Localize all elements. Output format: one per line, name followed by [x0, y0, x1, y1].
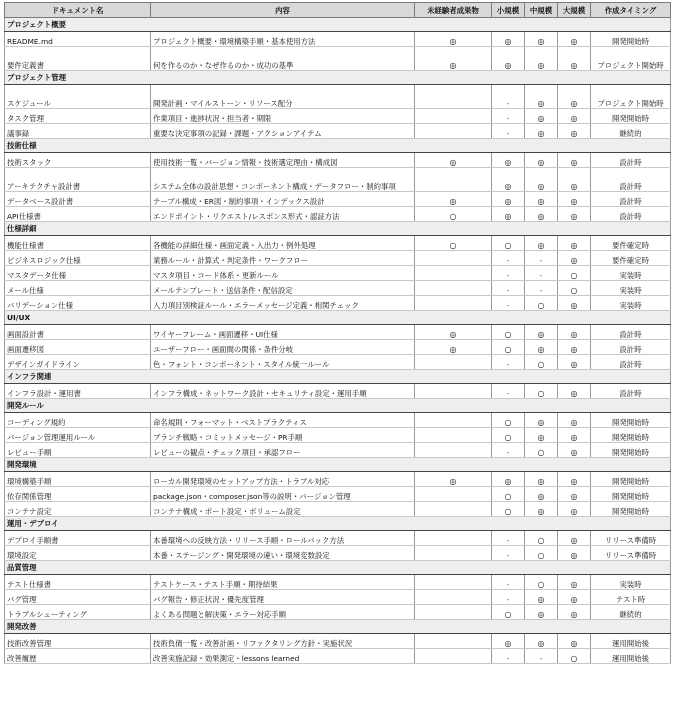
- inexperienced-mark-cell: [415, 85, 492, 109]
- table-row: [5, 634, 671, 649]
- table-row: [5, 413, 671, 428]
- document-name-cell: アーキテクチャ設計書: [5, 168, 151, 192]
- table-row: [5, 85, 671, 109]
- medium-scale-mark-cell: ◎: [525, 85, 558, 109]
- table-row: [5, 207, 671, 222]
- timing-cell: テスト時: [591, 590, 671, 605]
- large-scale-mark-cell: ◎: [558, 85, 591, 109]
- content-cell: テストケース・テスト手順・期待結果: [151, 575, 415, 590]
- section-title: プロジェクト管理: [5, 71, 671, 85]
- table-row: [5, 192, 671, 207]
- content-cell: よくある問題と解決策・エラー対応手順: [151, 605, 415, 620]
- document-name-cell: ビジネスロジック仕様: [5, 251, 151, 266]
- document-name-cell: 要件定義書: [5, 47, 151, 71]
- table-row: [5, 281, 671, 296]
- table-row: [5, 531, 671, 546]
- inexperienced-mark-cell: [415, 124, 492, 139]
- table-row: [5, 296, 671, 311]
- small-scale-mark-cell: -: [492, 109, 525, 124]
- header-creation-timing: 作成タイミング: [591, 3, 671, 18]
- section-row: [5, 139, 671, 153]
- inexperienced-mark-cell: ◎: [415, 153, 492, 168]
- inexperienced-mark-cell: [415, 443, 492, 458]
- large-scale-mark-cell: ◎: [558, 546, 591, 561]
- medium-scale-mark-cell: ○: [525, 355, 558, 370]
- content-cell: 作業項目・進捗状況・担当者・期限: [151, 109, 415, 124]
- content-cell: ローカル開発環境のセットアップ方法・トラブル対応: [151, 472, 415, 487]
- table-row: [5, 236, 671, 251]
- table-row: [5, 251, 671, 266]
- large-scale-mark-cell: ◎: [558, 168, 591, 192]
- medium-scale-mark-cell: ◎: [525, 428, 558, 443]
- large-scale-mark-cell: ◎: [558, 531, 591, 546]
- section-row: [5, 311, 671, 325]
- section-row: [5, 517, 671, 531]
- medium-scale-mark-cell: ◎: [525, 124, 558, 139]
- content-cell: マスタ項目・コード体系・更新ルール: [151, 266, 415, 281]
- document-name-cell: デザインガイドライン: [5, 355, 151, 370]
- medium-scale-mark-cell: -: [525, 251, 558, 266]
- section-title: インフラ関連: [5, 370, 671, 384]
- medium-scale-mark-cell: ◎: [525, 590, 558, 605]
- small-scale-mark-cell: -: [492, 546, 525, 561]
- section-title: 技術仕様: [5, 139, 671, 153]
- content-cell: 本番・ステージング・開発環境の違い・環境変数設定: [151, 546, 415, 561]
- header-content: 内容: [151, 3, 415, 18]
- medium-scale-mark-cell: ◎: [525, 605, 558, 620]
- content-cell: システム全体の設計思想・コンポーネント構成・データフロー・制約事項: [151, 168, 415, 192]
- timing-cell: 開発開始時: [591, 413, 671, 428]
- inexperienced-mark-cell: [415, 109, 492, 124]
- content-cell: メールテンプレート・送信条件・配信設定: [151, 281, 415, 296]
- timing-cell: 実装時: [591, 266, 671, 281]
- timing-cell: 開発開始時: [591, 443, 671, 458]
- inexperienced-mark-cell: [415, 546, 492, 561]
- document-name-cell: README.md: [5, 32, 151, 47]
- timing-cell: 設計時: [591, 192, 671, 207]
- large-scale-mark-cell: ◎: [558, 487, 591, 502]
- large-scale-mark-cell: ◎: [558, 325, 591, 340]
- large-scale-mark-cell: ◎: [558, 605, 591, 620]
- large-scale-mark-cell: ◎: [558, 502, 591, 517]
- document-name-cell: 改善履歴: [5, 649, 151, 664]
- content-cell: エンドポイント・リクエスト/レスポンス形式・認証方法: [151, 207, 415, 222]
- small-scale-mark-cell: -: [492, 266, 525, 281]
- medium-scale-mark-cell: ◎: [525, 325, 558, 340]
- content-cell: ブランチ戦略・コミットメッセージ・PR手順: [151, 428, 415, 443]
- large-scale-mark-cell: ◎: [558, 634, 591, 649]
- table-row: [5, 47, 671, 71]
- inexperienced-mark-cell: [415, 296, 492, 311]
- inexperienced-mark-cell: ◎: [415, 472, 492, 487]
- small-scale-mark-cell: ○: [492, 413, 525, 428]
- table-row: [5, 32, 671, 47]
- content-cell: 開発計画・マイルストーン・リソース配分: [151, 85, 415, 109]
- small-scale-mark-cell: ◎: [492, 192, 525, 207]
- timing-cell: プロジェクト開始時: [591, 85, 671, 109]
- timing-cell: 設計時: [591, 325, 671, 340]
- document-name-cell: 環境構築手順: [5, 472, 151, 487]
- document-name-cell: バージョン管理運用ルール: [5, 428, 151, 443]
- small-scale-mark-cell: -: [492, 575, 525, 590]
- table-row: [5, 502, 671, 517]
- timing-cell: 設計時: [591, 207, 671, 222]
- document-name-cell: 機能仕様書: [5, 236, 151, 251]
- content-cell: テーブル構成・ER図・制約事項・インデックス設計: [151, 192, 415, 207]
- inexperienced-mark-cell: [415, 575, 492, 590]
- document-matrix-table: [4, 2, 671, 664]
- section-title: 開発環境: [5, 458, 671, 472]
- timing-cell: 開発開始時: [591, 487, 671, 502]
- small-scale-mark-cell: ○: [492, 487, 525, 502]
- table-row: [5, 487, 671, 502]
- large-scale-mark-cell: ◎: [558, 124, 591, 139]
- table-row: [5, 443, 671, 458]
- inexperienced-mark-cell: [415, 251, 492, 266]
- inexperienced-mark-cell: [415, 168, 492, 192]
- medium-scale-mark-cell: ○: [525, 296, 558, 311]
- large-scale-mark-cell: ○: [558, 649, 591, 664]
- document-name-cell: API仕様書: [5, 207, 151, 222]
- medium-scale-mark-cell: ◎: [525, 109, 558, 124]
- large-scale-mark-cell: ◎: [558, 413, 591, 428]
- inexperienced-mark-cell: [415, 413, 492, 428]
- table-row: [5, 428, 671, 443]
- section-row: [5, 71, 671, 85]
- small-scale-mark-cell: ◎: [492, 47, 525, 71]
- inexperienced-mark-cell: ◎: [415, 32, 492, 47]
- timing-cell: 要件確定時: [591, 236, 671, 251]
- medium-scale-mark-cell: ○: [525, 384, 558, 399]
- section-row: [5, 620, 671, 634]
- inexperienced-mark-cell: [415, 502, 492, 517]
- content-cell: レビューの観点・チェック項目・承認フロー: [151, 443, 415, 458]
- inexperienced-mark-cell: [415, 428, 492, 443]
- medium-scale-mark-cell: -: [525, 266, 558, 281]
- content-cell: 何を作るのか・なぜ作るのか・成功の基準: [151, 47, 415, 71]
- large-scale-mark-cell: ◎: [558, 384, 591, 399]
- document-name-cell: 環境設定: [5, 546, 151, 561]
- large-scale-mark-cell: ◎: [558, 207, 591, 222]
- section-row: [5, 18, 671, 32]
- section-title: 運用・デプロイ: [5, 517, 671, 531]
- large-scale-mark-cell: ◎: [558, 472, 591, 487]
- content-cell: 業務ルール・計算式・判定条件・ワークフロー: [151, 251, 415, 266]
- table-row: [5, 340, 671, 355]
- header-inexperienced-deliverable: 未経験者成果物: [415, 3, 492, 18]
- section-title: プロジェクト概要: [5, 18, 671, 32]
- timing-cell: 開発開始時: [591, 32, 671, 47]
- timing-cell: リリース準備時: [591, 531, 671, 546]
- inexperienced-mark-cell: ◎: [415, 325, 492, 340]
- section-title: 開発ルール: [5, 399, 671, 413]
- small-scale-mark-cell: -: [492, 590, 525, 605]
- inexperienced-mark-cell: [415, 384, 492, 399]
- timing-cell: 実装時: [591, 575, 671, 590]
- timing-cell: 運用開始後: [591, 649, 671, 664]
- large-scale-mark-cell: ◎: [558, 428, 591, 443]
- large-scale-mark-cell: ◎: [558, 296, 591, 311]
- section-row: [5, 399, 671, 413]
- document-name-cell: 画面設計書: [5, 325, 151, 340]
- inexperienced-mark-cell: [415, 531, 492, 546]
- large-scale-mark-cell: ◎: [558, 32, 591, 47]
- small-scale-mark-cell: ◎: [492, 634, 525, 649]
- table-row: [5, 605, 671, 620]
- content-cell: プロジェクト概要・環境構築手順・基本使用方法: [151, 32, 415, 47]
- inexperienced-mark-cell: [415, 649, 492, 664]
- timing-cell: リリース準備時: [591, 546, 671, 561]
- small-scale-mark-cell: ◎: [492, 153, 525, 168]
- large-scale-mark-cell: ◎: [558, 340, 591, 355]
- timing-cell: 設計時: [591, 384, 671, 399]
- content-cell: コンテナ構成・ポート設定・ボリューム設定: [151, 502, 415, 517]
- document-name-cell: メール仕様: [5, 281, 151, 296]
- large-scale-mark-cell: ◎: [558, 355, 591, 370]
- large-scale-mark-cell: ◎: [558, 153, 591, 168]
- content-cell: 各機能の詳細仕様・画面定義・入出力・例外処理: [151, 236, 415, 251]
- timing-cell: 開発開始時: [591, 472, 671, 487]
- small-scale-mark-cell: ◎: [492, 168, 525, 192]
- table-row: [5, 153, 671, 168]
- content-cell: インフラ構成・ネットワーク設計・セキュリティ設定・運用手順: [151, 384, 415, 399]
- document-name-cell: インフラ設計・運用書: [5, 384, 151, 399]
- inexperienced-mark-cell: ◎: [415, 192, 492, 207]
- table-row: [5, 649, 671, 664]
- document-name-cell: テスト仕様書: [5, 575, 151, 590]
- timing-cell: 開発開始時: [591, 109, 671, 124]
- large-scale-mark-cell: ○: [558, 281, 591, 296]
- timing-cell: 実装時: [591, 281, 671, 296]
- content-cell: 色・フォント・コンポーネント・スタイル統一ルール: [151, 355, 415, 370]
- timing-cell: 実装時: [591, 296, 671, 311]
- section-title: 仕様詳細: [5, 222, 671, 236]
- medium-scale-mark-cell: ○: [525, 531, 558, 546]
- large-scale-mark-cell: ◎: [558, 192, 591, 207]
- large-scale-mark-cell: ◎: [558, 47, 591, 71]
- medium-scale-mark-cell: ◎: [525, 472, 558, 487]
- timing-cell: 設計時: [591, 168, 671, 192]
- medium-scale-mark-cell: ◎: [525, 192, 558, 207]
- large-scale-mark-cell: ◎: [558, 251, 591, 266]
- table-row: [5, 355, 671, 370]
- document-name-cell: スケジュール: [5, 85, 151, 109]
- medium-scale-mark-cell: -: [525, 649, 558, 664]
- timing-cell: 運用開始後: [591, 634, 671, 649]
- content-cell: 入力項目別検証ルール・エラーメッセージ定義・相関チェック: [151, 296, 415, 311]
- small-scale-mark-cell: ◎: [492, 207, 525, 222]
- inexperienced-mark-cell: [415, 590, 492, 605]
- medium-scale-mark-cell: ◎: [525, 207, 558, 222]
- header-row: [5, 3, 671, 18]
- medium-scale-mark-cell: ◎: [525, 153, 558, 168]
- inexperienced-mark-cell: ◎: [415, 47, 492, 71]
- document-name-cell: 議事録: [5, 124, 151, 139]
- inexperienced-mark-cell: ○: [415, 207, 492, 222]
- large-scale-mark-cell: ◎: [558, 590, 591, 605]
- section-row: [5, 222, 671, 236]
- inexperienced-mark-cell: [415, 487, 492, 502]
- medium-scale-mark-cell: ◎: [525, 502, 558, 517]
- document-name-cell: 技術スタック: [5, 153, 151, 168]
- large-scale-mark-cell: ◎: [558, 443, 591, 458]
- section-row: [5, 370, 671, 384]
- content-cell: ユーザーフロー・画面間の関係・条件分岐: [151, 340, 415, 355]
- table-row: [5, 575, 671, 590]
- table-row: [5, 384, 671, 399]
- table-row: [5, 168, 671, 192]
- document-name-cell: レビュー手順: [5, 443, 151, 458]
- small-scale-mark-cell: ○: [492, 236, 525, 251]
- inexperienced-mark-cell: [415, 266, 492, 281]
- section-title: 品質管理: [5, 561, 671, 575]
- small-scale-mark-cell: -: [492, 281, 525, 296]
- content-cell: package.json・composer.json等の説明・バージョン管理: [151, 487, 415, 502]
- large-scale-mark-cell: ◎: [558, 109, 591, 124]
- content-cell: 命名規則・フォーマット・ベストプラクティス: [151, 413, 415, 428]
- section-row: [5, 458, 671, 472]
- table-row: [5, 325, 671, 340]
- document-name-cell: マスタデータ仕様: [5, 266, 151, 281]
- inexperienced-mark-cell: [415, 605, 492, 620]
- inexperienced-mark-cell: [415, 355, 492, 370]
- small-scale-mark-cell: ○: [492, 502, 525, 517]
- medium-scale-mark-cell: ○: [525, 443, 558, 458]
- medium-scale-mark-cell: ◎: [525, 487, 558, 502]
- small-scale-mark-cell: -: [492, 355, 525, 370]
- table-row: [5, 109, 671, 124]
- header-medium-scale: 中規模: [525, 3, 558, 18]
- section-title: UI/UX: [5, 311, 671, 325]
- timing-cell: 継続的: [591, 605, 671, 620]
- medium-scale-mark-cell: ○: [525, 546, 558, 561]
- small-scale-mark-cell: -: [492, 443, 525, 458]
- medium-scale-mark-cell: ◎: [525, 168, 558, 192]
- large-scale-mark-cell: ○: [558, 266, 591, 281]
- content-cell: 本番環境への反映方法・リリース手順・ロールバック方法: [151, 531, 415, 546]
- medium-scale-mark-cell: ◎: [525, 32, 558, 47]
- medium-scale-mark-cell: -: [525, 281, 558, 296]
- timing-cell: 設計時: [591, 340, 671, 355]
- small-scale-mark-cell: ○: [492, 605, 525, 620]
- inexperienced-mark-cell: [415, 634, 492, 649]
- timing-cell: 開発開始時: [591, 428, 671, 443]
- timing-cell: 継続的: [591, 124, 671, 139]
- timing-cell: プロジェクト開始時: [591, 47, 671, 71]
- document-name-cell: 画面遷移図: [5, 340, 151, 355]
- table-row: [5, 266, 671, 281]
- timing-cell: 設計時: [591, 153, 671, 168]
- table-row: [5, 590, 671, 605]
- content-cell: バグ報告・修正状況・優先度管理: [151, 590, 415, 605]
- small-scale-mark-cell: ○: [492, 428, 525, 443]
- document-name-cell: 依存関係管理: [5, 487, 151, 502]
- medium-scale-mark-cell: ◎: [525, 634, 558, 649]
- medium-scale-mark-cell: ◎: [525, 236, 558, 251]
- document-name-cell: バグ管理: [5, 590, 151, 605]
- document-name-cell: タスク管理: [5, 109, 151, 124]
- header-small-scale: 小規模: [492, 3, 525, 18]
- small-scale-mark-cell: ○: [492, 340, 525, 355]
- header-large-scale: 大規模: [558, 3, 591, 18]
- section-row: [5, 561, 671, 575]
- timing-cell: 開発開始時: [591, 502, 671, 517]
- document-name-cell: 技術改善管理: [5, 634, 151, 649]
- content-cell: 技術負債一覧・改善計画・リファクタリング方針・実施状況: [151, 634, 415, 649]
- content-cell: 改善実施記録・効果測定・lessons learned: [151, 649, 415, 664]
- inexperienced-mark-cell: [415, 281, 492, 296]
- table-row: [5, 546, 671, 561]
- document-name-cell: コンテナ設定: [5, 502, 151, 517]
- table-row: [5, 124, 671, 139]
- small-scale-mark-cell: -: [492, 649, 525, 664]
- small-scale-mark-cell: -: [492, 296, 525, 311]
- timing-cell: 要件確定時: [591, 251, 671, 266]
- content-cell: 使用技術一覧・バージョン情報・技術選定理由・構成図: [151, 153, 415, 168]
- medium-scale-mark-cell: ◎: [525, 413, 558, 428]
- document-name-cell: コーディング規約: [5, 413, 151, 428]
- small-scale-mark-cell: -: [492, 85, 525, 109]
- table-row: [5, 472, 671, 487]
- section-title: 開発改善: [5, 620, 671, 634]
- small-scale-mark-cell: -: [492, 384, 525, 399]
- document-name-cell: デプロイ手順書: [5, 531, 151, 546]
- medium-scale-mark-cell: ◎: [525, 47, 558, 71]
- small-scale-mark-cell: ◎: [492, 472, 525, 487]
- medium-scale-mark-cell: ○: [525, 575, 558, 590]
- document-name-cell: データベース設計書: [5, 192, 151, 207]
- small-scale-mark-cell: -: [492, 251, 525, 266]
- small-scale-mark-cell: ○: [492, 325, 525, 340]
- large-scale-mark-cell: ◎: [558, 575, 591, 590]
- header-document-name: ドキュメント名: [5, 3, 151, 18]
- small-scale-mark-cell: ◎: [492, 32, 525, 47]
- medium-scale-mark-cell: ◎: [525, 340, 558, 355]
- inexperienced-mark-cell: ◎: [415, 340, 492, 355]
- small-scale-mark-cell: -: [492, 124, 525, 139]
- document-name-cell: バリデーション仕様: [5, 296, 151, 311]
- small-scale-mark-cell: -: [492, 531, 525, 546]
- document-name-cell: トラブルシューティング: [5, 605, 151, 620]
- inexperienced-mark-cell: ○: [415, 236, 492, 251]
- content-cell: 重要な決定事項の記録・課題・アクションアイテム: [151, 124, 415, 139]
- timing-cell: 設計時: [591, 355, 671, 370]
- content-cell: ワイヤーフレーム・画面遷移・UI仕様: [151, 325, 415, 340]
- large-scale-mark-cell: ◎: [558, 236, 591, 251]
